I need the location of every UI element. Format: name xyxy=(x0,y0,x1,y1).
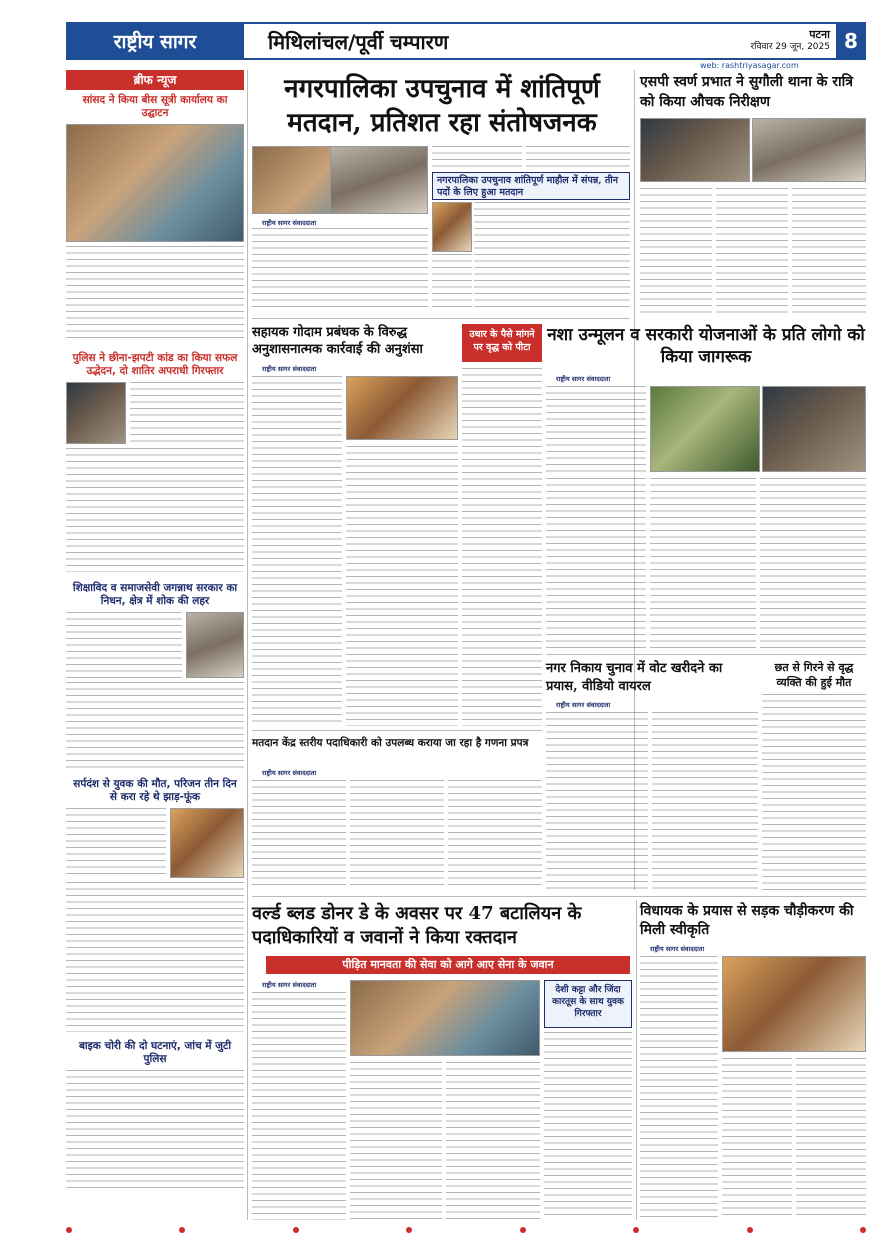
road-headline: विधायक के प्रयास से सड़क चौड़ीकरण की मिली स्वीकृति xyxy=(640,903,854,938)
godown-headline: सहायक गोदाम प्रबंधक के विरुद्ध अनुशासनात्मक कार्रवाई की अनुशंसा xyxy=(252,325,423,357)
footer-dot xyxy=(406,1227,412,1233)
brief-text-2b xyxy=(66,448,244,572)
blood-text-1 xyxy=(252,992,346,1220)
vote-buy-byline: राष्ट्रीय सागर संवाददाता xyxy=(556,701,611,709)
column-divider xyxy=(247,70,248,1220)
footer-dot xyxy=(293,1227,299,1233)
footer-dot xyxy=(860,1227,866,1233)
brief-headline-5: बाइक चोरी की दो घटनाएं, जांच में जुटी पुलिस xyxy=(78,1040,232,1065)
lead-subhead-box xyxy=(432,172,630,200)
divider-polling xyxy=(252,730,542,731)
website-label: web: rashtriyasagar.com xyxy=(700,61,799,70)
drug-text-2 xyxy=(546,478,646,648)
vote-buy-headline: नगर निकाय चुनाव में वोट खरीदने का प्रयास, वीडियो वायरल xyxy=(546,661,723,694)
godown-text-2 xyxy=(346,446,458,726)
drug-awareness-headline: नशा उन्मूलन व सरकारी योजनाओं के प्रति लोगो को किया जागरूक xyxy=(547,325,865,367)
blood-text-2 xyxy=(350,1062,442,1220)
city-label: पटना xyxy=(809,28,830,41)
drug-photo-1 xyxy=(650,386,760,472)
drug-awareness-byline: राष्ट्रीय सागर संवाददाता xyxy=(556,375,611,383)
footer-dot xyxy=(179,1227,185,1233)
drug-text-3 xyxy=(650,478,756,648)
lead-byline: राष्ट्रीय सागर संवाददाता xyxy=(262,219,317,227)
footer-dot xyxy=(633,1227,639,1233)
blood-byline: राष्ट्रीय सागर संवाददाता xyxy=(262,981,317,989)
lead-text-3 xyxy=(526,146,630,170)
sp-photo-1 xyxy=(640,118,750,182)
loan-headline-box xyxy=(462,324,542,362)
brief-headline-3: शिक्षाविद व समाजसेवी जगन्नाथ सरकार का निधन, क्षेत्र में शोक की लहर xyxy=(72,582,238,607)
road-text-2 xyxy=(722,1058,792,1220)
divider-bottom xyxy=(252,896,866,897)
lead-headline: नगरपालिका उपचुनाव में शांतिपूर्ण मतदान, प्रतिशत रहा संतोषजनक xyxy=(284,74,600,138)
divider-lead xyxy=(252,318,630,319)
drug-photo-2 xyxy=(762,386,866,472)
masthead xyxy=(66,22,866,60)
footer-dot xyxy=(747,1227,753,1233)
loan-text xyxy=(462,368,542,726)
sp-photo-2 xyxy=(752,118,866,182)
lead-text-2 xyxy=(432,146,522,170)
brief-header: ब्रीफ न्यूज xyxy=(66,70,244,90)
drug-text-1 xyxy=(546,386,646,472)
page-number: 8 xyxy=(836,22,866,60)
sp-text-2 xyxy=(716,188,788,314)
lead-text-5 xyxy=(432,254,472,312)
paper-logo: राष्ट्रीय सागर xyxy=(66,22,244,60)
lead-photo-3 xyxy=(432,202,472,252)
divider-drug xyxy=(546,654,866,655)
column-divider-bottom xyxy=(636,900,637,1220)
roof-fall-headline: छत से गिरने से वृद्ध व्यक्ति की हुई मौत xyxy=(774,661,854,689)
vote-buy-text-2 xyxy=(652,712,758,890)
brief-headline-2: पुलिस ने छीना-झपटी कांड का किया सफल उद्भेदन, दो शातिर अपराधी गिरफ्तार xyxy=(72,352,238,377)
blood-photo xyxy=(350,980,540,1056)
sp-inspection-headline: एसपी स्वर्ण प्रभात ने सुगौली थाना के रात्रि को किया औचक निरीक्षण xyxy=(640,74,853,110)
cartridge-box xyxy=(544,980,632,1028)
brief-headline-1: सांसद ने किया बीस सूत्री कार्यालय का उद्घाटन xyxy=(82,94,228,119)
road-text-1 xyxy=(640,956,718,1220)
godown-byline: राष्ट्रीय सागर संवाददाता xyxy=(262,365,317,373)
polling-text-3 xyxy=(448,780,542,890)
brief-photo-2 xyxy=(66,382,126,444)
brief-text-4a xyxy=(66,808,166,878)
footer-dot xyxy=(66,1227,72,1233)
brief-text-5 xyxy=(66,1070,244,1190)
vote-buy-text-1 xyxy=(546,712,648,890)
lead-text-4 xyxy=(474,202,630,312)
brief-text-1 xyxy=(66,246,244,342)
sp-text-1 xyxy=(640,188,712,314)
brief-text-2a xyxy=(130,382,244,444)
road-photo xyxy=(722,956,866,1052)
roof-fall-text xyxy=(762,694,866,890)
brief-text-4b xyxy=(66,882,244,1032)
road-text-3 xyxy=(796,1058,866,1220)
godown-text-1 xyxy=(252,376,342,726)
footer-strip xyxy=(66,1226,866,1234)
date-label: रविवार 29 जून, 2025 xyxy=(750,42,830,52)
blood-text-3 xyxy=(446,1062,540,1220)
drug-text-4 xyxy=(760,478,866,648)
sp-text-3 xyxy=(792,188,866,314)
loan-headline: उधार के पैसे मांगने पर वृद्ध को पीटा xyxy=(469,329,535,353)
godown-photo xyxy=(346,376,458,440)
brief-photo-1 xyxy=(66,124,244,242)
section-title: मिथिलांचल/पूर्वी चम्पारण xyxy=(244,22,726,60)
brief-photo-4 xyxy=(170,808,244,878)
cartridge-text xyxy=(544,1032,632,1220)
polling-text-2 xyxy=(350,780,444,890)
blood-donation-banner: पीड़ित मानवता की सेवा को आगे आए सेना के जवान xyxy=(266,956,630,974)
footer-dot xyxy=(520,1227,526,1233)
road-byline: राष्ट्रीय सागर संवाददाता xyxy=(650,945,705,953)
lead-photo-2 xyxy=(330,146,428,214)
brief-headline-4: सर्पदंश से युवक की मौत, परिजन तीन दिन से करा रहे थे झाड़-फूंक xyxy=(73,778,237,803)
brief-text-3b xyxy=(66,682,244,770)
blood-donation-headline: वर्ल्ड ब्लड डोनर डे के अवसर पर 47 बटालियन के पदाधिकारियों व जवानों ने किया रक्तदान xyxy=(252,903,582,948)
brief-photo-3 xyxy=(186,612,244,678)
polling-text-1 xyxy=(252,780,346,890)
brief-text-3a xyxy=(66,612,182,678)
brief-news-column xyxy=(66,70,244,1220)
polling-byline: राष्ट्रीय सागर संवाददाता xyxy=(262,769,317,777)
lead-text-1 xyxy=(252,228,428,312)
lead-subheadline: नगरपालिका उपचुनाव शांतिपूर्ण माहौल में संपन्न, तीन पदों के लिए हुआ मतदान xyxy=(437,175,619,198)
polling-headline: मतदान केंद्र स्तरीय पदाधिकारी को उपलब्ध कराया जा रहा है गणना प्रपत्र xyxy=(252,737,529,749)
cartridge-headline: देशी कट्टा और जिंदा कारतूस के साथ युवक गिरफ्तार xyxy=(552,985,624,1019)
